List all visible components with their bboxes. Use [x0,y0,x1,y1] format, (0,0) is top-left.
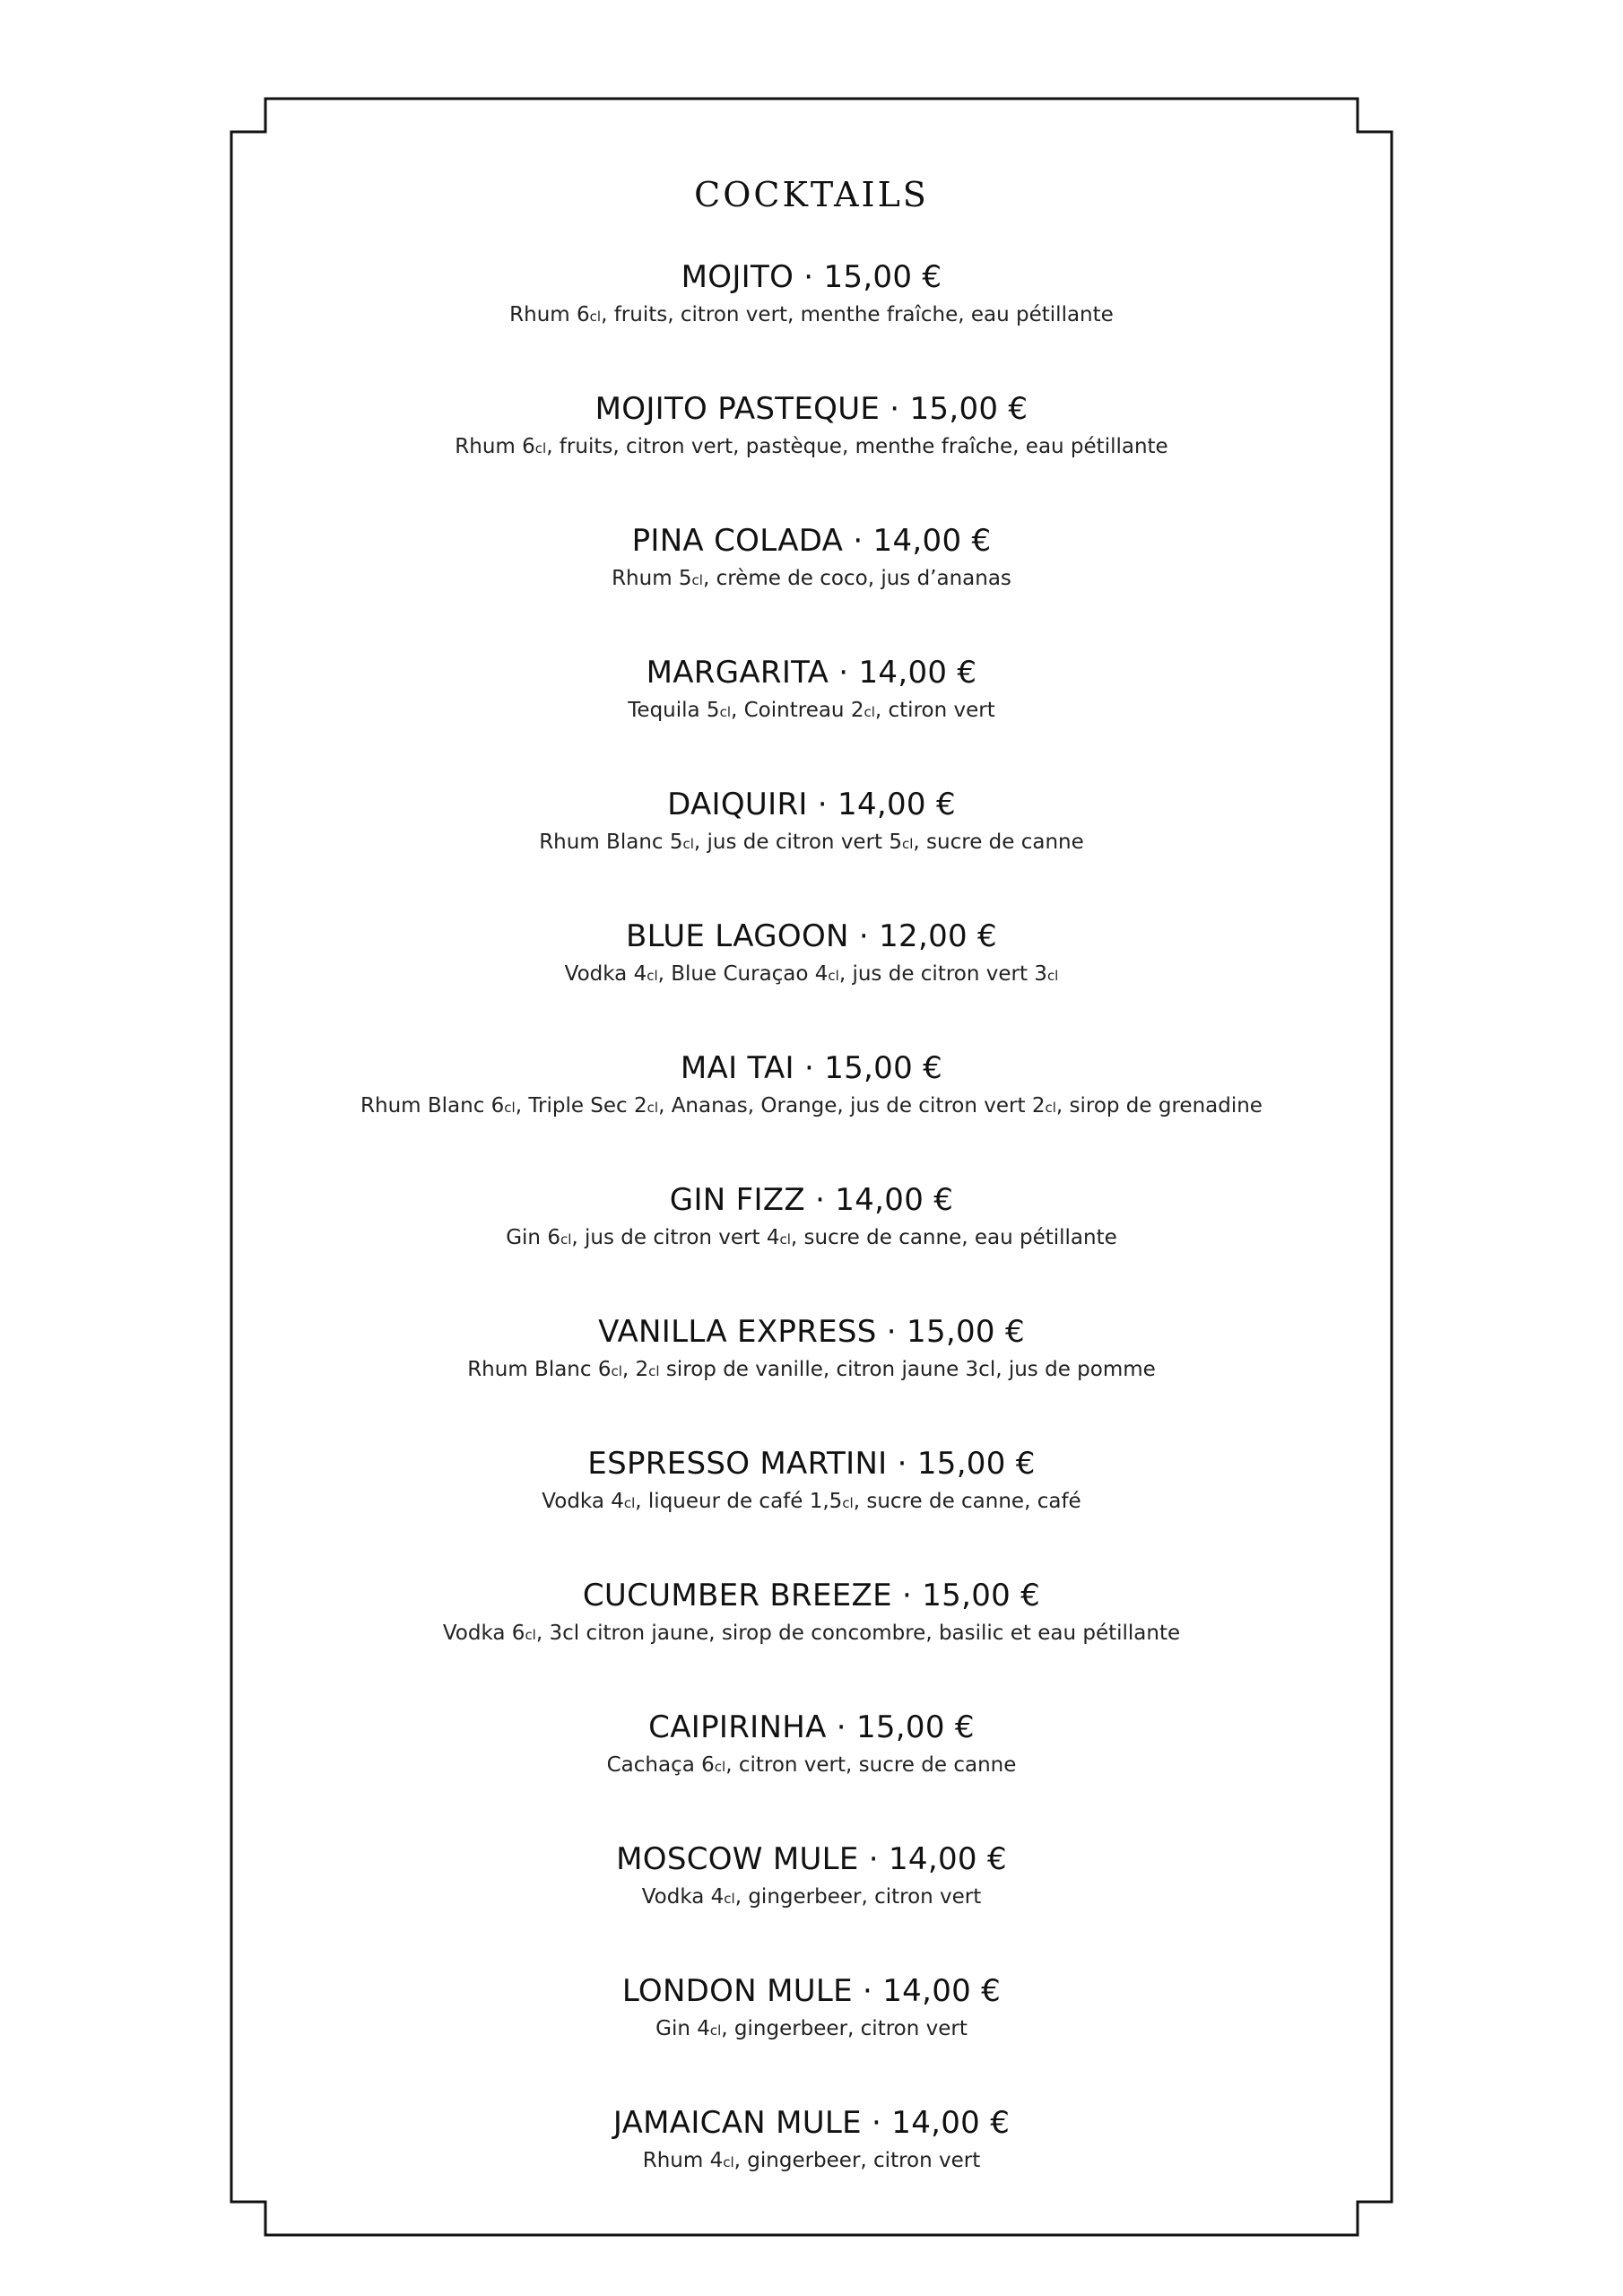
cocktail-description: Rhum 6cl, fruits, citron vert, menthe fraîche, eau pétillante [509,303,1114,326]
cocktail-description: Vodka 6cl, 3cl citron jaune, sirop de concombre, basilic et eau pétillante [442,1622,1181,1645]
cocktail-item [233,916,1390,1048]
cocktail-item [233,1707,1390,1839]
cocktail-name: LONDON MULE · 14,00 € [621,1973,1002,2009]
cocktail-description: Vodka 4cl, liqueur de café 1,5cl, sucre de canne, café [542,1490,1081,1513]
cocktail-description: Vodka 4cl, gingerbeer, citron vert [641,1885,982,1909]
cocktail-item [233,652,1390,784]
cocktail-item [233,1575,1390,1707]
cocktail-item [233,2102,1390,2234]
cocktail-item [233,1179,1390,1311]
cocktail-name: JAMAICAN MULE · 14,00 € [612,2105,1011,2141]
cocktail-description: Cachaça 6cl, citron vert, sucre de canne [606,1753,1017,1777]
cocktail-item [233,1311,1390,1443]
menu-title: COCKTAILS [694,175,929,214]
cocktail-description: Rhum Blanc 5cl, jus de citron vert 5cl, sucre de canne [539,831,1084,854]
cocktail-item [233,1839,1390,1970]
cocktail-name: GIN FIZZ · 14,00 € [669,1182,954,1218]
cocktail-name: ESPRESSO MARTINI · 15,00 € [587,1446,1036,1482]
cocktail-list [233,257,1390,2234]
cocktail-item [233,784,1390,916]
cocktail-item [233,1970,1390,2102]
cocktail-item [233,520,1390,652]
cocktail-description: Rhum 4cl, gingerbeer, citron vert [642,2149,981,2172]
cocktail-name: MAI TAI · 15,00 € [680,1050,943,1086]
cocktail-description: Rhum 5cl, crème de coco, jus d’ananas [612,567,1011,590]
cocktail-description: Rhum Blanc 6cl, 2cl sirop de vanille, citron jaune 3cl, jus de pomme [467,1358,1156,1381]
cocktail-description: Gin 4cl, gingerbeer, citron vert [655,2017,968,2040]
cocktail-description: Vodka 4cl, Blue Curaçao 4cl, jus de citron vert 3cl [564,962,1059,986]
menu-content [233,0,1390,2296]
cocktail-name: MARGARITA · 14,00 € [646,655,977,691]
cocktail-name: MOJITO PASTEQUE · 15,00 € [595,391,1028,427]
cocktail-name: CUCUMBER BREEZE · 15,00 € [582,1578,1041,1613]
cocktail-description: Rhum 6cl, fruits, citron vert, pastèque, menthe fraîche, eau pétillante [455,435,1168,458]
cocktail-item [233,257,1390,388]
cocktail-name: VANILLA EXPRESS · 15,00 € [598,1314,1025,1350]
cocktail-name: CAIPIRINHA · 15,00 € [648,1709,975,1745]
cocktail-name: MOJITO · 15,00 € [681,259,942,295]
cocktail-item [233,388,1390,520]
cocktail-name: MOSCOW MULE · 14,00 € [616,1841,1007,1877]
cocktail-item [233,1048,1390,1179]
cocktail-name: PINA COLADA · 14,00 € [631,523,992,559]
cocktail-description: Rhum Blanc 6cl, Triple Sec 2cl, Ananas, Orange, jus de citron vert 2cl, sirop de grenadine [360,1094,1263,1118]
cocktail-name: BLUE LAGOON · 12,00 € [626,918,997,954]
cocktail-item [233,1443,1390,1575]
cocktail-name: DAIQUIRI · 14,00 € [667,787,956,822]
cocktail-description: Tequila 5cl, Cointreau 2cl, ctiron vert [628,699,995,722]
cocktail-description: Gin 6cl, jus de citron vert 4cl, sucre de canne, eau pétillante [506,1226,1117,1249]
